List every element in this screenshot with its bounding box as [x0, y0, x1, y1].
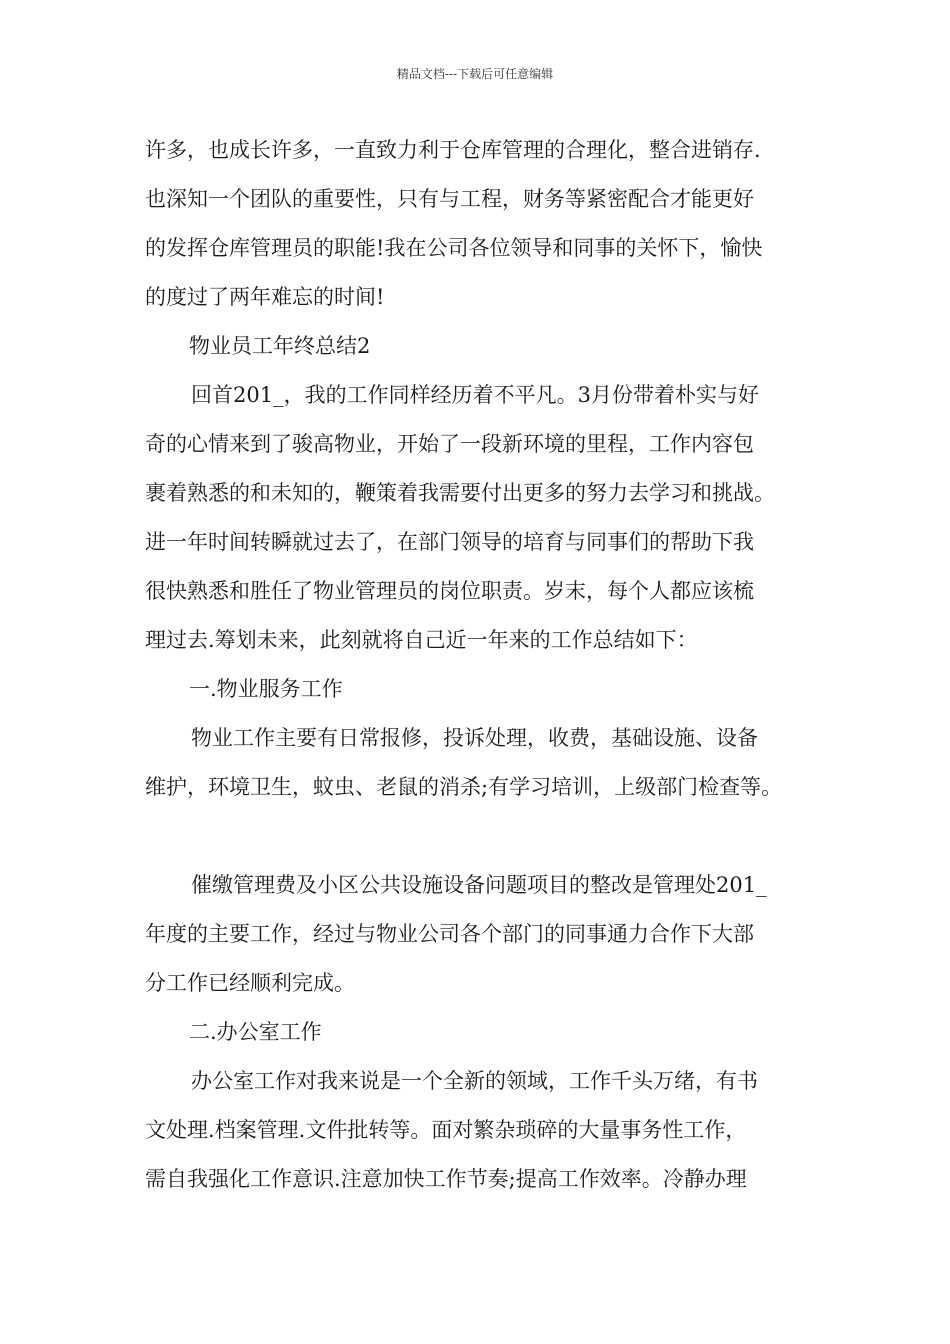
text-line: 物业工作主要有日常报修，投诉处理，收费，基础设施、设备 [191, 726, 758, 750]
section-heading: 二.办公室工作 [189, 1020, 322, 1044]
text-line: 理过去.筹划未来，此刻就将自己近一年来的工作总结如下： [145, 628, 698, 652]
text-line: 办公室工作对我来说是一个全新的领域，工作千头万绪，有书 [191, 1069, 758, 1093]
text-line: 也深知一个团队的重要性，只有与工程，财务等紧密配合才能更好 [145, 187, 754, 211]
text-line: 分工作已经顺利完成。 [145, 971, 355, 995]
text-line: 催缴管理费及小区公共设施设备问题项目的整改是管理处201_ [191, 873, 767, 897]
text-line: 裹着熟悉的和未知的，鞭策着我需要付出更多的努力去学习和挑战。 [145, 481, 775, 505]
text-line: 年度的主要工作，经过与物业公司各个部门的同事通力合作下大部 [145, 922, 754, 946]
text-line: 回首201_，我的工作同样经历着不平凡。3月份带着朴实与好 [191, 383, 759, 407]
paragraph-gap [145, 812, 817, 861]
section-title: 物业员工年终总结2 [189, 334, 371, 358]
text-line: 维护，环境卫生，蚊虫、老鼠的消杀;有学习培训，上级部门检查等。 [145, 775, 783, 799]
text-line: 需自我强化工作意识.注意加快工作节奏;提高工作效率。冷静办理 [145, 1167, 747, 1191]
text-line: 很快熟悉和胜任了物业管理员的岗位职责。岁末，每个人都应该梳 [145, 579, 754, 603]
section-heading: 一.物业服务工作 [189, 677, 343, 701]
text-line: 奇的心情来到了骏高物业，开始了一段新环境的里程，工作内容包 [145, 432, 754, 456]
text-line: 的发挥仓库管理员的职能!我在公司各位领导和同事的关怀下，愉快 [145, 236, 763, 260]
text-line: 的度过了两年难忘的时间! [145, 285, 385, 309]
text-line: 许多，也成长许多，一直致力利于仓库管理的合理化，整合进销存. [145, 138, 761, 162]
document-body [145, 126, 817, 1204]
text-line: 进一年时间转瞬就过去了，在部门领导的培育与同事们的帮助下我 [145, 530, 754, 554]
text-line: 文处理.档案管理.文件批转等。面对繁杂琐碎的大量事务性工作， [145, 1118, 747, 1142]
page-header: 精品文档---下载后可任意编辑 [396, 67, 554, 81]
